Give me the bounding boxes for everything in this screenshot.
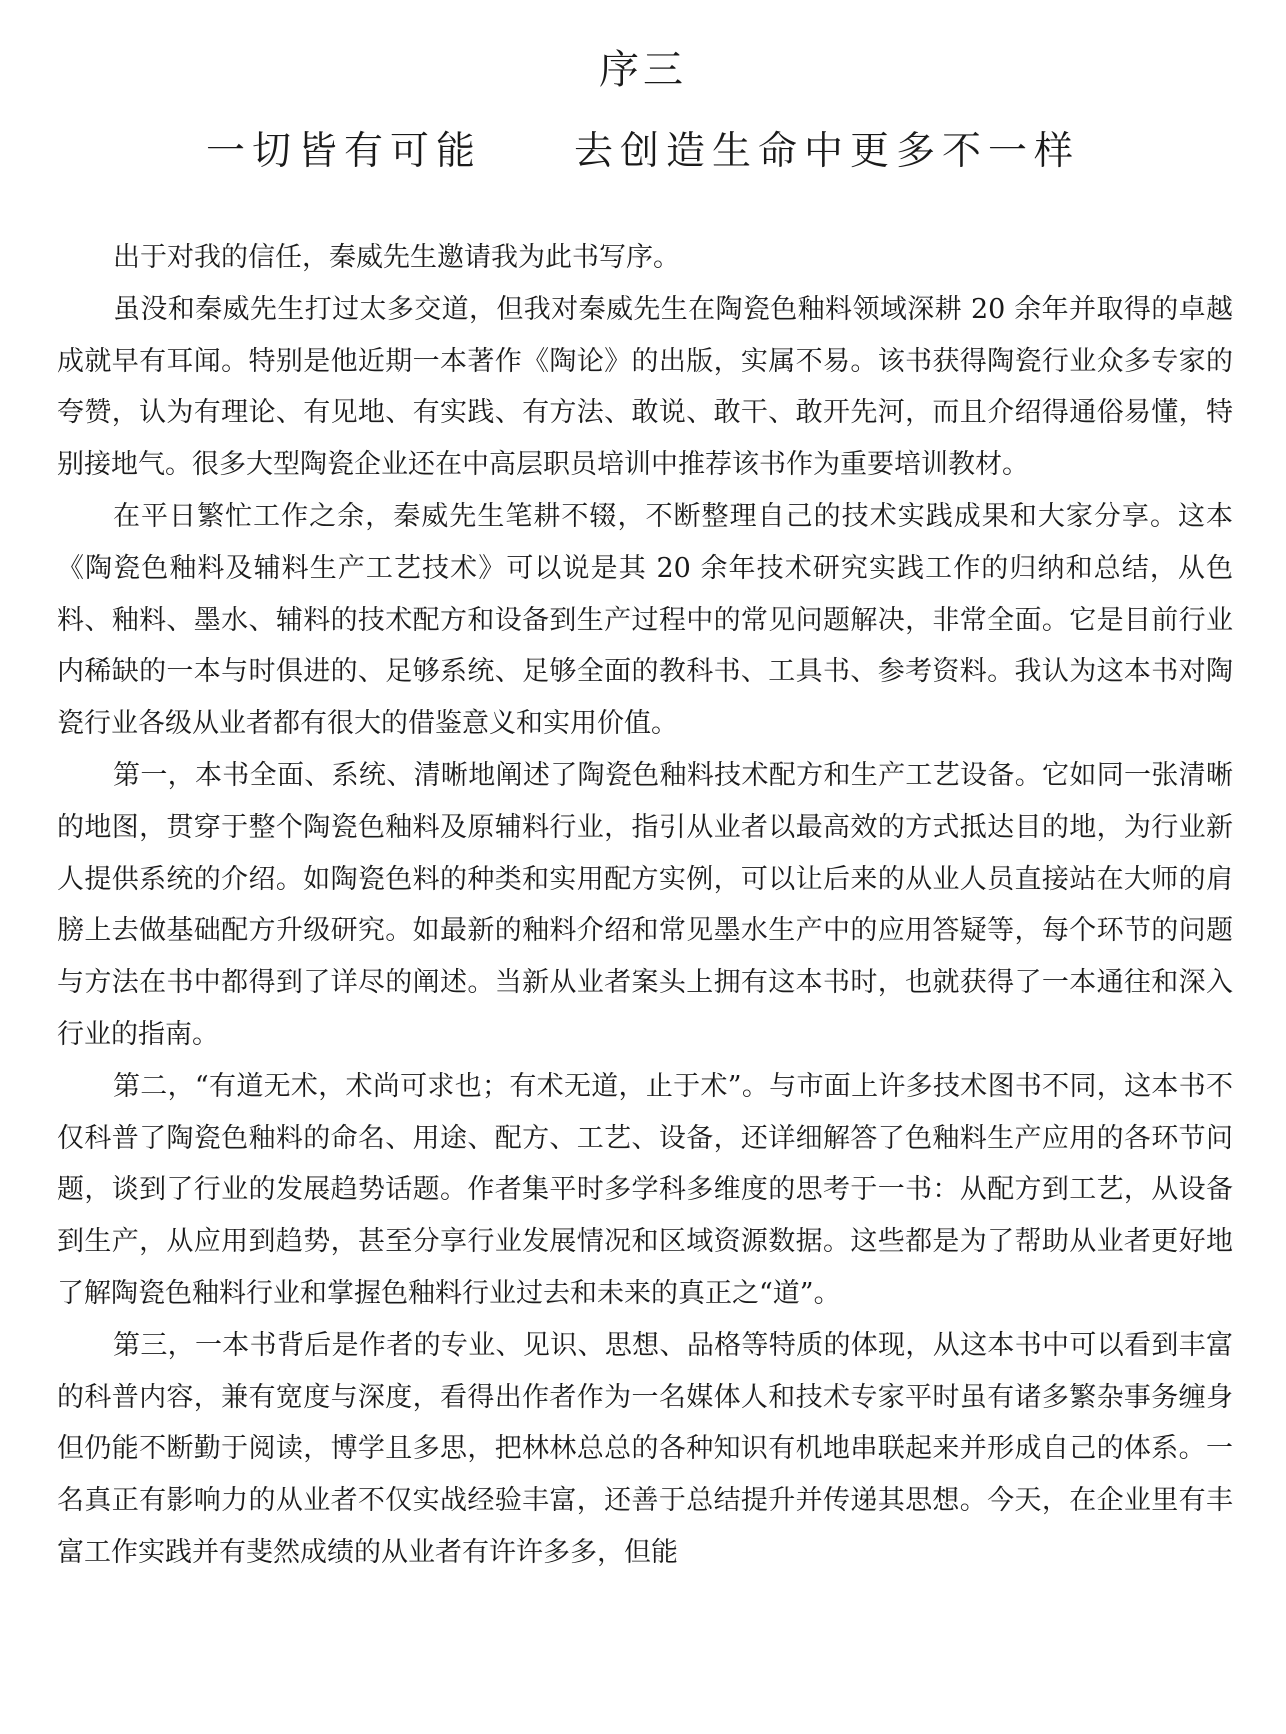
paragraph-1: 出于对我的信任，秦威先生邀请我为此书写序。 [113,242,680,273]
paragraph-3: 在平日繁忙工作之余，秦威先生笔耕不辍，不断整理自己的技术实践成果和大家分享。这本《陶瓷色釉料及辅料生产工艺技术》可以说是其 20 余年技术研究实践工作的归纳和总结，从色料、釉料、墨水、辅料的技术配方和设备到生产过程中的常见问题解决，非常全面。它是目前行业内稀缺的一本与时俱进的、足够系统、足够全面的教科书、工具书、参考资料。我认为这本书对陶瓷行业各级从业者都有很大的借鉴意义和实用价值。 [57,500,1233,740]
page-subtitle: 一切皆有可能 去创造生命中更多不一样 [205,129,1080,174]
page-title: 序三 [599,47,687,93]
paragraph-5: 第二，“有道无术，术尚可求也；有术无道，止于术”。与市面上许多技术图书不同，这本书不仅科普了陶瓷色釉料的命名、用途、配方、工艺、设备，还详细解答了色釉料生产应用的各环节问题，谈到了行业的发展趋势话题。作者集平时多学科多维度的思考于一书：从配方到工艺，从设备到生产，从应用到趋势，甚至分享行业发展情况和区域资源数据。这些都是为了帮助从业者更好地了解陶瓷色釉料行业和掌握色釉料行业过去和未来的真正之“道”。 [57,1070,1233,1309]
paragraph-6: 第三，一本书背后是作者的专业、见识、思想、品格等特质的体现，从这本书中可以看到丰富的科普内容，兼有宽度与深度，看得出作者作为一名媒体人和技术专家平时虽有诸多繁杂事务缠身但仍能不断勤于阅读，博学且多思，把林林总总的各种知识有机地串联起来并形成自己的体系。一名真正有影响力的从业者不仅实战经验丰富，还善于总结提升并传递其思想。今天，在企业里有丰富工作实践并有斐然成绩的从业者有许许多多，但能 [57,1329,1233,1568]
paragraph-4: 第一，本书全面、系统、清晰地阐述了陶瓷色釉料技术配方和生产工艺设备。它如同一张清晰的地图，贯穿于整个陶瓷色釉料及原辅料行业，指引从业者以最高效的方式抵达目的地，为行业新人提供系统的介绍。如陶瓷色料的种类和实用配方实例，可以让后来的从业人员直接站在大师的肩膀上去做基础配方升级研究。如最新的釉料介绍和常见墨水生产中的应用答疑等，每个环节的问题与方法在书中都得到了详尽的阐述。当新从业者案头上拥有这本书时，也就获得了一本通往和深入行业的指南。 [57,759,1233,1050]
body-text [57,232,1233,1579]
paragraph-2: 虽没和秦威先生打过太多交道，但我对秦威先生在陶瓷色釉料领域深耕 20 余年并取得的卓越成就早有耳闻。特别是他近期一本著作《陶论》的出版，实属不易。该书获得陶瓷行业众多专家的夸赞，认为有理论、有见地、有实践、有方法、敢说、敢干、敢开先河，而且介绍得通俗易懂，特别接地气。很多大型陶瓷企业还在中高层职员培训中推荐该书作为重要培训教材。 [57,293,1233,481]
